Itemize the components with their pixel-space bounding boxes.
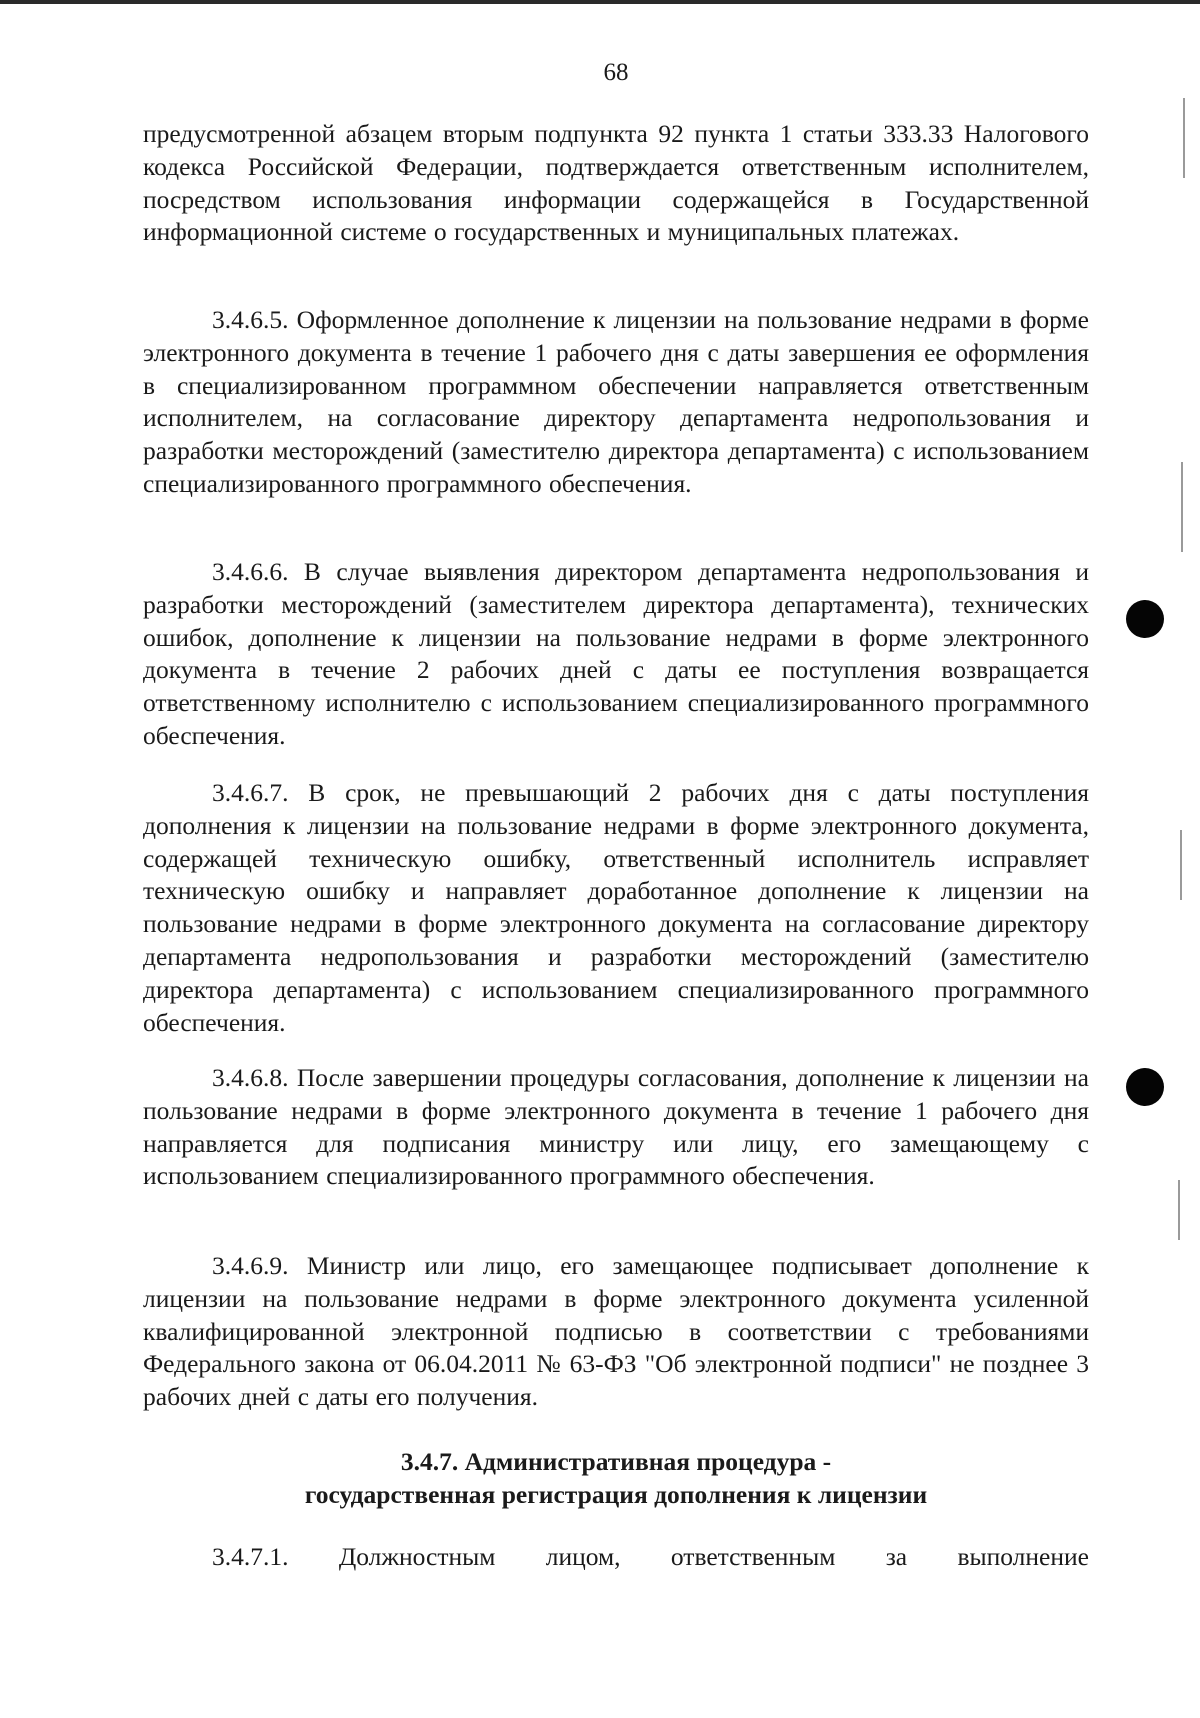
section-heading-line-2: государственная регистрация дополнения к лицензии <box>304 1480 928 1509</box>
paragraph-3-4-6-9 <box>143 1250 1089 1414</box>
punch-hole-mark <box>1126 1068 1164 1106</box>
paragraph-text: 3.4.6.9. Министр или лицо, его замещающее подписывает дополнение к лицензии на пользование недрами в форме электронного документа усиленной квалифицированной электронной подписью в соответствии с требованиями Федерального закона от 06.04.2011 № 63-ФЗ "Об электронной подписи" не позднее 3 рабочих дней с даты его получения. <box>143 1251 1089 1412</box>
paragraph-3-4-7-1-start <box>212 1540 1089 1573</box>
word: ответственным <box>670 1542 836 1571</box>
paragraph-3-4-6-5 <box>143 304 1089 501</box>
scan-artifact <box>1183 98 1185 178</box>
paragraph-text: предусмотренной абзацем вторым подпункта 92 пункта 1 статьи 333.33 Налогового кодекса Российской Федерации, подтверждается ответственным исполнителем, посредством использования информации содержащейся в Государственной информационной системе о государственных и муниципальных платежах. <box>143 119 1089 247</box>
paragraph-text: 3.4.6.8. После завершении процедуры согласования, дополнение к лицензии на пользование недрами в форме электронного документа в течение 1 рабочего дня направляется для подписания министру или лицу, его замещающему с использованием специализированного программного обеспечения. <box>143 1063 1089 1191</box>
scan-artifact <box>1180 830 1182 900</box>
section-heading <box>143 1445 1089 1511</box>
paragraph-3-4-6-6 <box>143 556 1089 753</box>
scan-artifact <box>1178 1180 1180 1240</box>
paragraph-text: 3.4.6.5. Оформленное дополнение к лицензии на пользование недрами в форме электронного документа в течение 1 рабочего дня с даты завершения ее оформления в специализированном программном обеспечении направляется ответственным исполнителем, на согласование директору департамента недропользования и разработки месторождений (заместителю директора департамента) с использованием специализированного программного обеспечения. <box>143 305 1089 498</box>
paragraph-3-4-6-8 <box>143 1062 1089 1193</box>
punch-hole-mark <box>1126 600 1164 638</box>
word: 3.4.7.1. <box>212 1542 289 1571</box>
word: Должностным <box>338 1542 496 1571</box>
scan-artifact <box>1181 462 1183 552</box>
paragraph-text: 3.4.6.7. В срок, не превышающий 2 рабочих дня с даты поступления дополнения к лицензии на пользование недрами в форме электронного документа, содержащей техническую ошибку, ответственный исполнитель исправляет техническую ошибку и направляет доработанное дополнение к лицензии на пользование недрами в форме электронного документа на согласование директору департамента недропользования и разработки месторождений (заместителю директора департамента) с использованием специализированного программного обеспечения. <box>143 778 1089 1037</box>
page-number: 68 <box>603 59 629 86</box>
section-heading-line-1: 3.4.7. Административная процедура - <box>400 1447 832 1476</box>
paragraph-text: 3.4.6.6. В случае выявления директором департамента недропользования и разработки месторождений (заместителем директора департамента), технических ошибок, дополнение к лицензии на пользование недрами в форме электронного документа в течение 2 рабочих дней с даты ее поступления возвращается ответственному исполнителю с использованием специализированного программного обеспечения. <box>143 557 1089 750</box>
word: выполнение <box>957 1542 1089 1571</box>
scan-top-border <box>0 0 1200 4</box>
paragraph-3-4-6-7 <box>143 777 1089 1039</box>
word: за <box>885 1542 908 1571</box>
word: лицом, <box>545 1542 621 1571</box>
paragraph-continuation <box>143 118 1089 249</box>
